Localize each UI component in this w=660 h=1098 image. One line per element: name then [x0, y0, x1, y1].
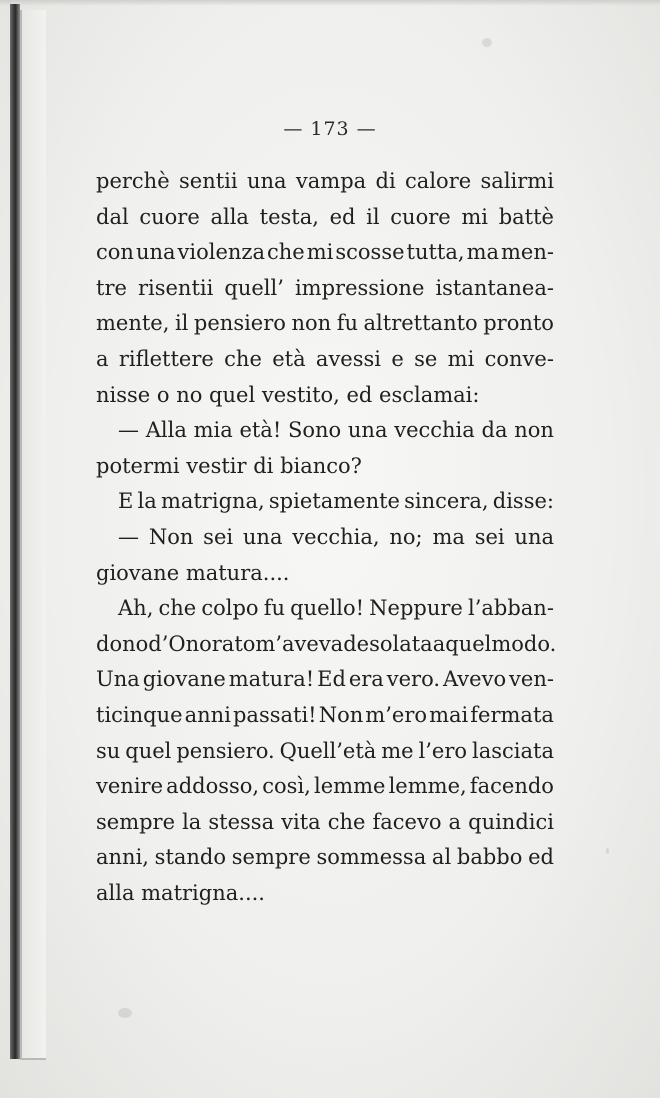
text-line: anni, stando sempre sommessa al babbo ed — [96, 845, 554, 870]
body-text — [96, 164, 557, 911]
text-line: potermi vestir di bianco? — [96, 453, 362, 478]
text-line: perchè sentii una vampa di calore salirmi — [96, 169, 554, 193]
page-gutter — [20, 10, 46, 1060]
text-line: giovane matura.... — [96, 560, 290, 585]
text-line: tre risentii quell’ impressione istantanea- — [96, 275, 554, 300]
text-line: dal cuore alla testa, ed il cuore mi battè — [96, 204, 554, 229]
text-line: nisse o no quel vestito, ed esclamai: — [96, 382, 480, 407]
text-line: — Alla mia età! Sono una vecchia da non — [118, 418, 554, 443]
text-line: E la matrigna, spietamente sincera, disse: — [118, 489, 554, 514]
text-line: a riflettere che età avessi e se mi conve- — [96, 346, 554, 371]
book-binding-edge — [10, 4, 20, 1059]
text-line: venire addosso, così, lemme lemme, facendo — [96, 774, 554, 799]
text-line: Una giovane matura! Ed era vero. Avevo ven- — [96, 667, 554, 692]
scan-speck — [606, 848, 609, 854]
page-number: — 173 — — [283, 118, 377, 140]
text-line: alla matrigna.... — [96, 880, 265, 905]
text-line: ticinque anni passati! Non m’ero mai fermata — [96, 702, 554, 727]
scan-speck — [118, 1008, 132, 1018]
text-line: Ah, che colpo fu quello! Neppure l’abban- — [118, 596, 554, 621]
text-line: dono d’Onorato m’aveva desolata a quel modo. — [96, 631, 557, 656]
text-line: con una violenza che mi scosse tutta, ma men- — [96, 240, 554, 265]
text-line: mente, il pensiero non fu altrettanto pronto — [96, 311, 554, 336]
text-line: su quel pensiero. Quell’età me l’ero lasciata — [96, 738, 554, 763]
page-top-edge — [0, 0, 660, 6]
text-line: sempre la stessa vita che facevo a quindici — [96, 809, 554, 834]
text-line: — Non sei una vecchia, no; ma sei una — [118, 524, 554, 549]
scan-speck — [482, 38, 492, 47]
